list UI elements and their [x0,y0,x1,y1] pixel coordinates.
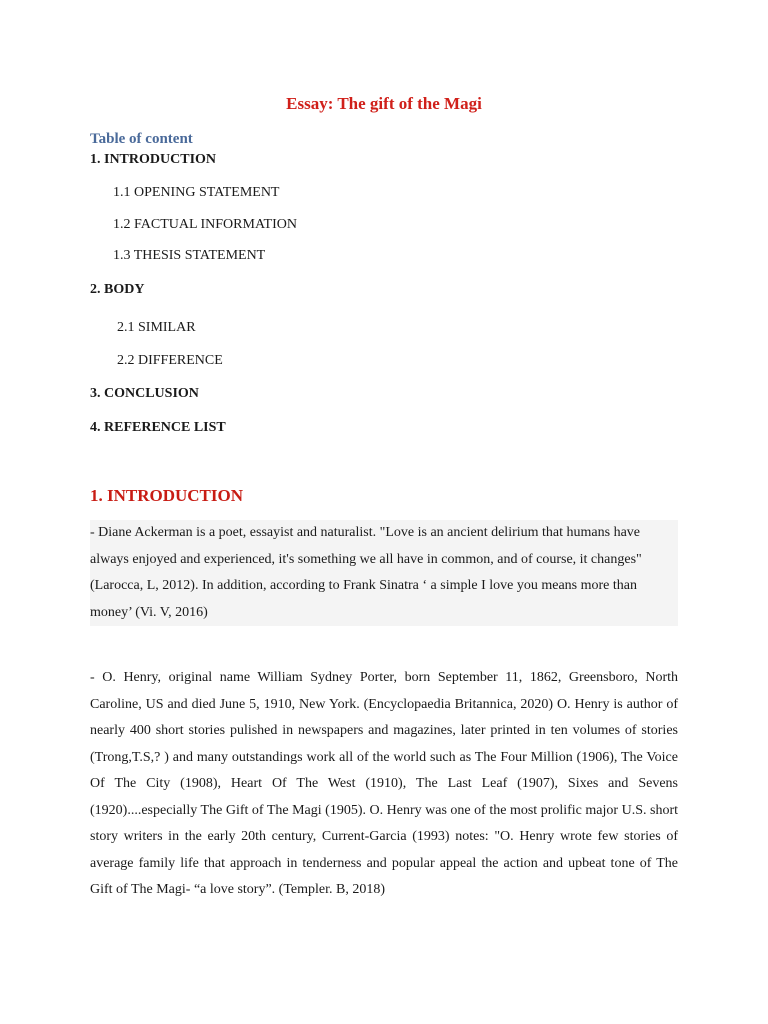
toc-item-body: 2. BODY [90,282,145,297]
toc-item-similar: 2.1 SIMILAR [117,320,196,335]
toc-item-opening-statement: 1.1 OPENING STATEMENT [113,185,280,200]
toc-item-difference: 2.2 DIFFERENCE [117,353,223,368]
document-title: Essay: The gift of the Magi [286,94,482,113]
toc-item-thesis-statement: 1.3 THESIS STATEMENT [113,248,266,263]
toc-item-introduction: 1. INTRODUCTION [90,152,217,167]
toc-item-conclusion: 3. CONCLUSION [90,386,199,401]
section-heading-introduction: 1. INTRODUCTION [90,486,244,505]
paragraph-o-henry: - O. Henry, original name William Sydney Porter, born September 11, 1862, Greensboro, North Caroline, US and died June 5, 1910, New York. (Encyclopaedia Britannica, 2020) O. Henry is author of nearly 400 short stories pulished in newspapers and magazines, later printed in ten volumes of stories (Trong,T.S,? ) and many outstandings work all of the world such as The Four Million (1906), The Voice Of The City (1908), Heart Of The West (1910), The Last Leaf (1907), Sixes and Sevens (1920)....especially The Gift of The Magi (1905). O. Henry was one of the most prolific major U.S. short story writers in the early 20th century, Current-Garcia (1993) notes: "O. Henry wrote few stories of average family life that approach in tenderness and popular appeal the action and upbeat tone of The Gift of The Magi- “a love story”. (Templer. B, 2018) [90,670,678,897]
paragraph-ackerman: - Diane Ackerman is a poet, essayist and naturalist. "Love is an ancient delirium that humans have always enjoyed and experienced, it's something we all have in common, and of course, it changes" (Larocca, L, 2012). In addition, according to Frank Sinatra ‘ a simple I love you means more than money’ (Vi. V, 2016) [90,520,678,626]
toc-item-factual-information: 1.2 FACTUAL INFORMATION [113,217,297,232]
toc-item-reference-list: 4. REFERENCE LIST [90,420,226,435]
toc-heading: Table of content [90,131,193,147]
